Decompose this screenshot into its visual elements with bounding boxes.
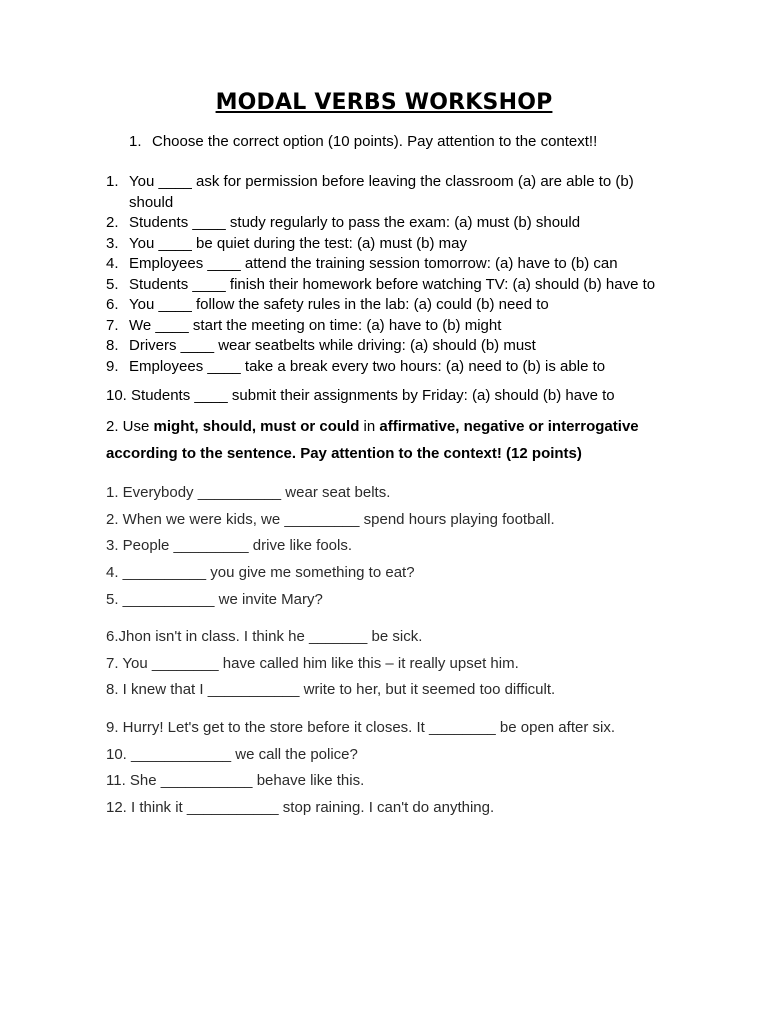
section2-instruction [106,413,666,467]
item-number: 1. [106,173,119,190]
item-text: Students ____ study regularly to pass the exam: (a) must (b) should [129,214,581,231]
list-item [106,172,666,213]
exercise-line: 2. When we were kids, we _________ spend hours playing football. [106,510,555,528]
exercise-line: 10. ____________ we call the police? [106,745,358,763]
item-number: 4. [106,255,119,272]
item-text: We ____ start the meeting on time: (a) have to (b) might [129,316,502,334]
item-text: You ____ follow the safety rules in the lab: (a) could (b) need to [129,296,549,313]
item-number: 3. [106,234,119,252]
instruction-modals: might, should, must or could [153,418,360,435]
item-text: Students ____ finish their homework before watching TV: (a) should (b) have to [129,275,656,293]
section1-list [106,172,666,377]
list-item [106,357,666,378]
list-item [106,275,666,296]
item-number: 8. [106,337,119,354]
exercise-line: 5. ___________ we invite Mary? [106,590,323,608]
item-number: 5. [106,275,119,293]
item-text: Employees ____ attend the training session tomorrow: (a) have to (b) can [129,255,618,272]
item-number: 2. [106,214,119,231]
section1-instruction [129,133,597,150]
item-text: You ____ ask for permission before leaving the classroom (a) are able to (b) should [129,173,634,211]
list-item [106,295,666,316]
item-number: 9. [106,357,119,375]
section2-group-3 [106,715,615,822]
exercise-line: 6.Jhon isn't in class. I think he _______ be sick. [106,628,423,645]
section1-number: 1. [129,133,142,150]
list-item [106,254,666,275]
exercise-line: 12. I think it ___________ stop raining. I can't do anything. [106,799,495,817]
item-number: 7. [106,316,119,334]
list-item [106,213,666,234]
page-title: MODAL VERBS WORKSHOP [215,90,553,115]
section1-item-10: 10. Students ____ submit their assignments by Friday: (a) should (b) have to [106,387,615,404]
exercise-line: 1. Everybody __________ wear seat belts. [106,484,391,501]
list-item [106,234,666,255]
exercise-line: 4. __________ you give me something to eat? [106,564,415,582]
item-number: 6. [106,296,119,313]
list-item [106,336,666,357]
section1-instruction-text: Choose the correct option (10 points). Pay attention to the context!! [152,133,598,150]
item-text: Drivers ____ wear seatbelts while driving: (a) should (b) must [129,337,536,354]
section2-group-1 [106,480,555,613]
section2-group-2 [106,624,555,704]
exercise-line: 8. I knew that I ___________ write to her, but it seemed too difficult. [106,681,556,699]
instruction-forms: affirmative, negative or interrogative according to the sentence. Pay attention to the context! (12 points) [106,418,639,462]
item-text: Employees ____ take a break every two hours: (a) need to (b) is able to [129,357,606,375]
exercise-line: 9. Hurry! Let's get to the store before it closes. It ________ be open after six. [106,719,615,736]
exercise-line: 3. People _________ drive like fools. [106,537,353,555]
list-item [106,316,666,337]
instruction-prefix: 2. Use [106,418,154,435]
item-text: You ____ be quiet during the test: (a) must (b) may [129,234,467,252]
exercise-line: 7. You ________ have called him like this – it really upset him. [106,654,519,672]
exercise-line: 11. She ___________ behave like this. [106,772,365,790]
instruction-mid: in [359,418,380,435]
